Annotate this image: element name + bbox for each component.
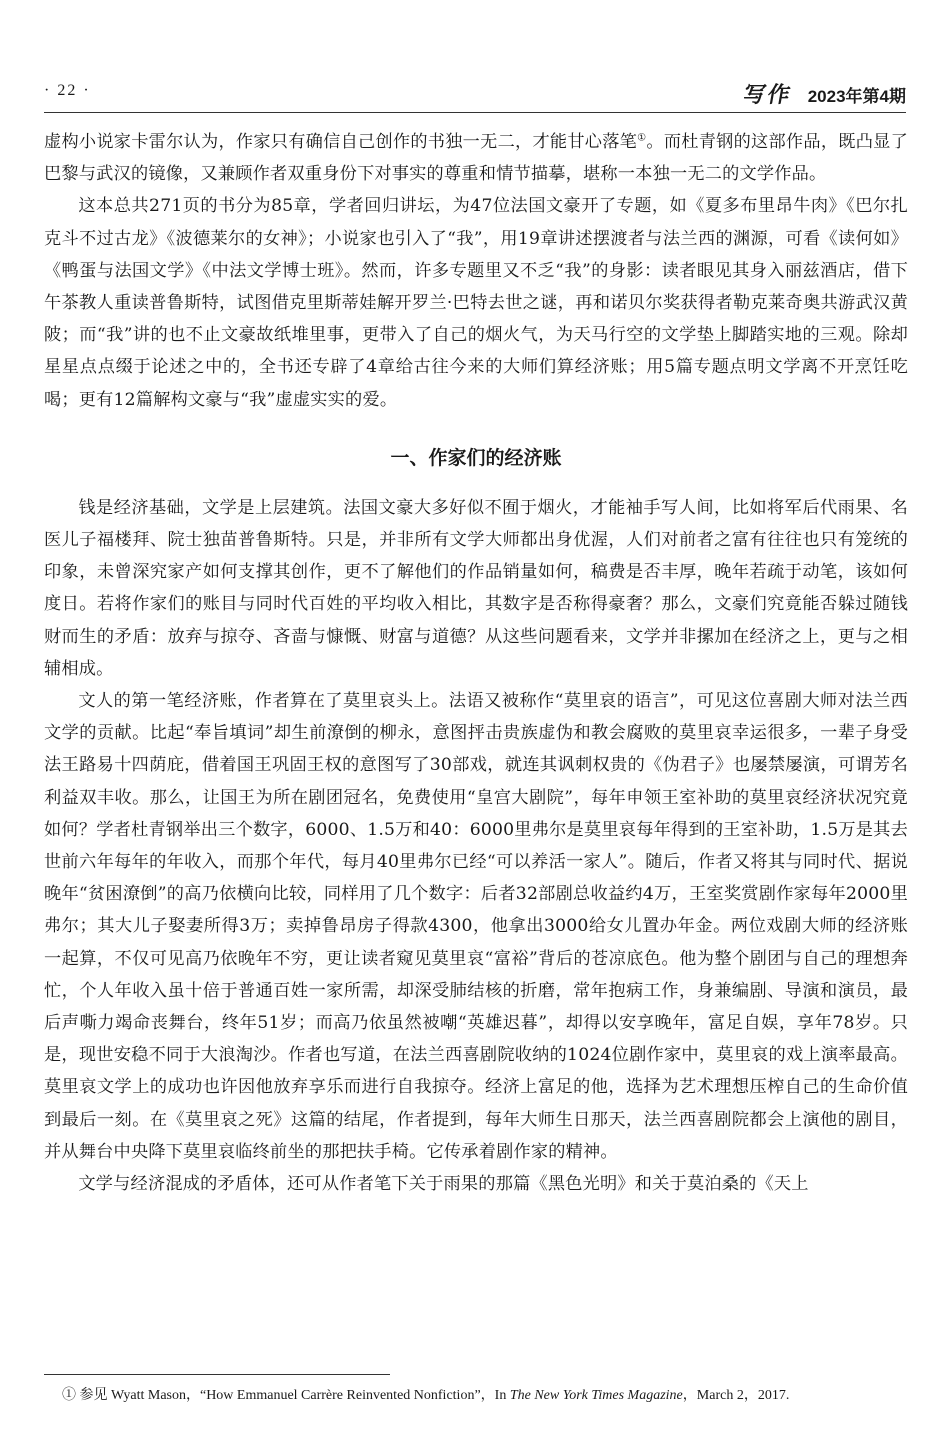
paragraph: 这本总共271页的书分为85章，学者回归讲坛，为47位法国文豪开了专题，如《夏多布里昂牛肉》《巴尔扎克斗不过古龙》《波德莱尔的女神》；小说家也引入了“我”，用19章讲述摆渡者与法兰西的渊源，可看《读何如》《鸭蛋与法国文学》《中法文学博士班》。然而，许多专题里又不乏“我”的身影：读者眼见其身入丽兹酒店，借下午茶教人重读普鲁斯特，试图借克里斯蒂娃解开罗兰·巴特去世之谜，再和诺贝尔奖获得者勒克莱奇奥共游武汉黄陂；而“我”讲的也不止文豪故纸堆里事，更带入了自己的烟火气，为天马行空的文学垫上脚踏实地的三观。除却星星点点缀于论述之中的，全书还专辟了4章给古往今来的大师们算经济账；用5篇专题点明文学离不开烹饪吃喝；更有12篇解构文豪与“我”虚虚实实的爱。 [44, 196, 908, 410]
page-number: · 22 · [44, 82, 91, 99]
footnote-date: ，March 2，2017. [682, 1388, 790, 1403]
paragraph-continued [44, 126, 908, 190]
paragraph: 钱是经济基础，文学是上层建筑。法国文豪大多好似不囿于烟火，才能袖手写人间，比如将军后代雨果、名医儿子福楼拜、院士独苗普鲁斯特。只是，并非所有文学大师都出身优渥，人们对前者之富有往往也只有笼统的印象，未曾深究家产如何支撑其创作，更不了解他们的作品销量如何，稿费是否丰厚，晚年若疏于动笔，该如何度日。若将作家们的账目与同时代百姓的平均收入相比，其数字是否称得豪奢？那么，文豪们究竟能否躲过随钱财而生的矛盾：放弃与掠夺、吝啬与慷慨、财富与道德？从这些问题看来，文学并非摞加在经济之上，更与之相辅相成。 [44, 497, 908, 679]
running-header [44, 76, 906, 110]
journal-info [741, 78, 906, 109]
footnote-marker: ① [62, 1388, 76, 1403]
footnote [62, 1386, 789, 1406]
section-heading: 一、作家们的经济账 [390, 446, 562, 469]
paragraph-text: 。而杜青钢的这部作品，既凸显了巴黎与武汉的镜像，又兼顾作者双重身份下对事实的尊重和情节描摹，堪称一本独一无二的文学作品。 [44, 132, 908, 185]
footnote-text: 参见 Wyatt Mason，“How Emmanuel Carrère Reinvented Nonfiction”，In [76, 1388, 510, 1403]
paragraph: 文人的第一笔经济账，作者算在了莫里哀头上。法语又被称作“莫里哀的语言”，可见这位喜剧大师对法兰西文学的贡献。比起“奉旨填词”却生前潦倒的柳永，意图抨击贵族虚伪和教会腐败的莫里哀幸运很多，一辈子身受法王路易十四荫庇，借着国王巩固王权的意图写了30部戏，就连其讽刺权贵的《伪君子》也屡禁屡演，可谓芳名利益双丰收。那么，让国王为所在剧团冠名，免费使用“皇宫大剧院”，每年申领王室补助的莫里哀经济状况究竟如何？学者杜青钢举出三个数字，6000、1.5万和40：6000里弗尔是莫里哀每年得到的王室补助，1.5万是其去世前六年每年的年收入，而那个年代，每月40里弗尔已经“可以养活一家人”。随后，作者又将其与同时代、据说晚年“贫困潦倒”的高乃依横向比较，同样用了几个数字：后者32部剧总收益约4万，王室奖赏剧作家每年2000里弗尔；其大儿子娶妻所得3万；卖掉鲁昂房子得款4300，他拿出3000给女儿置办年金。两位戏剧大师的经济账一起算，不仅可见高乃依晚年不穷，更让读者窥见莫里哀“富裕”背后的苍凉底色。他为整个剧团与自己的理想奔忙，个人年收入虽十倍于普通百姓一家所需，却深受肺结核的折磨，常年抱病工作，身兼编剧、导演和演员，最后声嘶力竭命丧舞台，终年51岁；而高乃依虽然被嘲“英雄迟暮”，却得以安享晚年，富足自娱，享年78岁。只是，现世安稳不同于大浪淘沙。作者也写道，在法兰西喜剧院收纳的1024位剧作家中，莫里哀的戏上演率最高。莫里哀文学上的成功也许因他放弃享乐而进行自我掠夺。经济上富足的他，选择为艺术理想压榨自己的生命价值到最后一刻。在《莫里哀之死》这篇的结尾，作者提到，每年大师生日那天，法兰西喜剧院都会上演他的剧目，并从舞台中央降下莫里哀临终前坐的那把扶手椅。它传承着剧作家的精神。 [44, 691, 908, 1162]
article-body [44, 126, 908, 1200]
paragraph: 文学与经济混成的矛盾体，还可从作者笔下关于雨果的那篇《黑色光明》和关于莫泊桑的《天上 [78, 1174, 809, 1195]
journal-logo: 写作 [741, 83, 794, 108]
issue-label: 2023年第4期 [807, 87, 906, 106]
header-divider [44, 112, 906, 113]
paragraph-text: 虚构小说家卡雷尔认为，作家只有确信自己创作的书独一无二，才能甘心落笔 [44, 132, 638, 152]
footnote-divider [44, 1374, 390, 1375]
footnote-journal-title: The New York Times Magazine [509, 1388, 683, 1403]
footnote-reference[interactable]: ① [637, 132, 647, 144]
